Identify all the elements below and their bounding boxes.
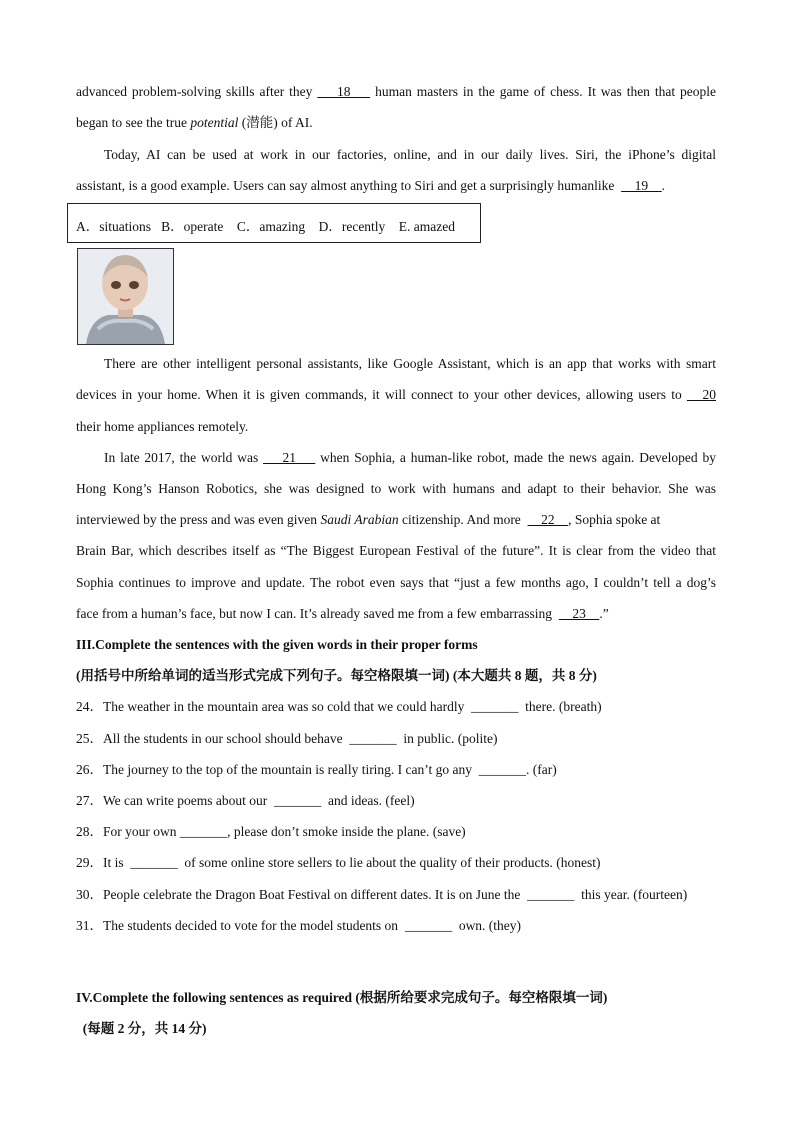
text-segment: their home appliances remotely. bbox=[76, 419, 249, 434]
answer-blank: 20 bbox=[686, 387, 716, 402]
text-line bbox=[76, 512, 660, 528]
text-line bbox=[104, 450, 716, 466]
word-options-box bbox=[67, 203, 481, 243]
answer-blank: _______ bbox=[404, 918, 453, 933]
answer-blank: _______ bbox=[130, 855, 178, 870]
text-line bbox=[76, 699, 602, 715]
text-segment: 26．The journey to the top of the mountain is really tiring. I can’t go any bbox=[76, 762, 479, 777]
text-segment: , please don’t smoke inside the plane. (save) bbox=[227, 824, 466, 839]
text-line bbox=[76, 543, 716, 559]
text-segment: in public. (polite) bbox=[396, 731, 498, 746]
text-line bbox=[76, 990, 607, 1006]
answer-blank: 22 bbox=[527, 512, 569, 527]
answer-blank: 23 bbox=[558, 606, 600, 621]
text-segment: 25．All the students in our school should behave bbox=[76, 731, 350, 746]
text-segment: 24．The weather in the mountain area was so cold that we could hardly bbox=[76, 699, 472, 714]
text-segment: 31．The students decided to vote for the model students on bbox=[76, 918, 405, 933]
text-line bbox=[76, 887, 687, 903]
text-line bbox=[76, 731, 497, 747]
text-segment: of some online store sellers to lie about the quality of their products. (honest) bbox=[177, 855, 601, 870]
text-segment: interviewed by the press and was even given bbox=[76, 512, 321, 527]
text-line bbox=[76, 824, 466, 840]
text-segment: IV.Complete the following sentences as required (根据所给要求完成句子。每空格限填一词) bbox=[76, 990, 608, 1005]
text-line bbox=[76, 793, 415, 809]
text-segment: and ideas. (feel) bbox=[321, 793, 415, 808]
text-segment: .” bbox=[599, 606, 609, 621]
text-segment: (用括号中所给单词的适当形式完成下列句子。每空格限填一词) (本大题共 8 题，共 8 分) bbox=[76, 668, 597, 683]
text-segment: 27．We can write poems about our bbox=[76, 793, 274, 808]
text-segment: human masters in the game of chess. It was then that people bbox=[370, 84, 717, 99]
answer-blank: _______ bbox=[274, 793, 322, 808]
text-line bbox=[76, 387, 716, 403]
answer-blank: _______ bbox=[527, 887, 575, 902]
sophia-robot-image bbox=[77, 248, 174, 345]
answer-blank: _______ bbox=[471, 699, 519, 714]
text-line bbox=[76, 84, 716, 100]
text-segment: Brain Bar, which describes itself as “The Biggest European Festival of the future”. It is clear from the video that bbox=[76, 543, 716, 558]
text-line bbox=[76, 855, 601, 871]
text-segment: III.Complete the sentences with the given words in their proper forms bbox=[76, 637, 478, 652]
text-line bbox=[76, 762, 557, 778]
text-segment: when Sophia, a human-like robot, made the news again. Developed by bbox=[315, 450, 717, 465]
text-segment: assistant, is a good example. Users can say almost anything to Siri and get a surprisingly humanlike bbox=[76, 178, 622, 193]
text-segment: Sophia continues to improve and update. The robot even says that “just a few months ago, I couldn’t tell a dog’s bbox=[76, 575, 716, 590]
text-line bbox=[104, 147, 716, 163]
text-line bbox=[76, 668, 597, 684]
text-segment: 30．People celebrate the Dragon Boat Festival on different dates. It is on June the bbox=[76, 887, 528, 902]
text-line bbox=[76, 918, 521, 934]
answer-blank: 19 bbox=[621, 178, 662, 193]
text-line bbox=[76, 1021, 207, 1037]
answer-blank: 21 bbox=[263, 450, 316, 465]
text-segment: this year. (fourteen) bbox=[574, 887, 688, 902]
text-line bbox=[76, 575, 716, 591]
text-segment: . bbox=[661, 178, 666, 193]
answer-blank: _______ bbox=[349, 731, 397, 746]
text-line bbox=[76, 178, 665, 194]
text-segment: citizenship. And more bbox=[398, 512, 528, 527]
text-segment: 28．For your own bbox=[76, 824, 180, 839]
text-segment: own. (they) bbox=[452, 918, 522, 933]
text-segment: devices in your home. When it is given commands, it will connect to your other devices, allowing users to bbox=[76, 387, 687, 402]
answer-blank: 18 bbox=[317, 84, 371, 99]
text-line bbox=[104, 356, 716, 372]
text-segment: Hong Kong’s Hanson Robotics, she was designed to work with humans and adapt to their behavior. She was bbox=[76, 481, 716, 496]
text-segment: There are other intelligent personal assistants, like Google Assistant, which is an app that works with smart bbox=[104, 356, 716, 371]
text-segment: Today, AI can be used at work in our factories, online, and in our daily lives. Siri, the iPhone’s digital bbox=[104, 147, 716, 162]
text-line bbox=[76, 419, 248, 435]
text-line bbox=[76, 481, 716, 497]
word-options: A．situations B．operate C．amazing D．recently E. amazed bbox=[76, 219, 456, 234]
text-segment: face from a human’s face, but now I can. It’s already saved me from a few embarrassing bbox=[76, 606, 559, 621]
answer-blank: _______ bbox=[478, 762, 527, 777]
text-segment: Saudi Arabian bbox=[320, 512, 399, 527]
text-line bbox=[76, 115, 313, 131]
answer-blank: _______ bbox=[179, 824, 228, 839]
text-segment: , Sophia spoke at bbox=[568, 512, 661, 527]
text-line bbox=[76, 606, 609, 622]
text-segment: 29．It is bbox=[76, 855, 131, 870]
text-segment: advanced problem-solving skills after they bbox=[76, 84, 318, 99]
text-segment: (潜能) of AI. bbox=[238, 115, 313, 130]
text-segment: . (far) bbox=[526, 762, 557, 777]
text-segment: potential bbox=[190, 115, 239, 130]
text-line bbox=[76, 637, 478, 653]
text-segment: (每题 2 分，共 14 分) bbox=[76, 1021, 207, 1036]
text-segment: In late 2017, the world was bbox=[104, 450, 264, 465]
text-segment: began to see the true bbox=[76, 115, 191, 130]
text-segment: there. (breath) bbox=[518, 699, 602, 714]
